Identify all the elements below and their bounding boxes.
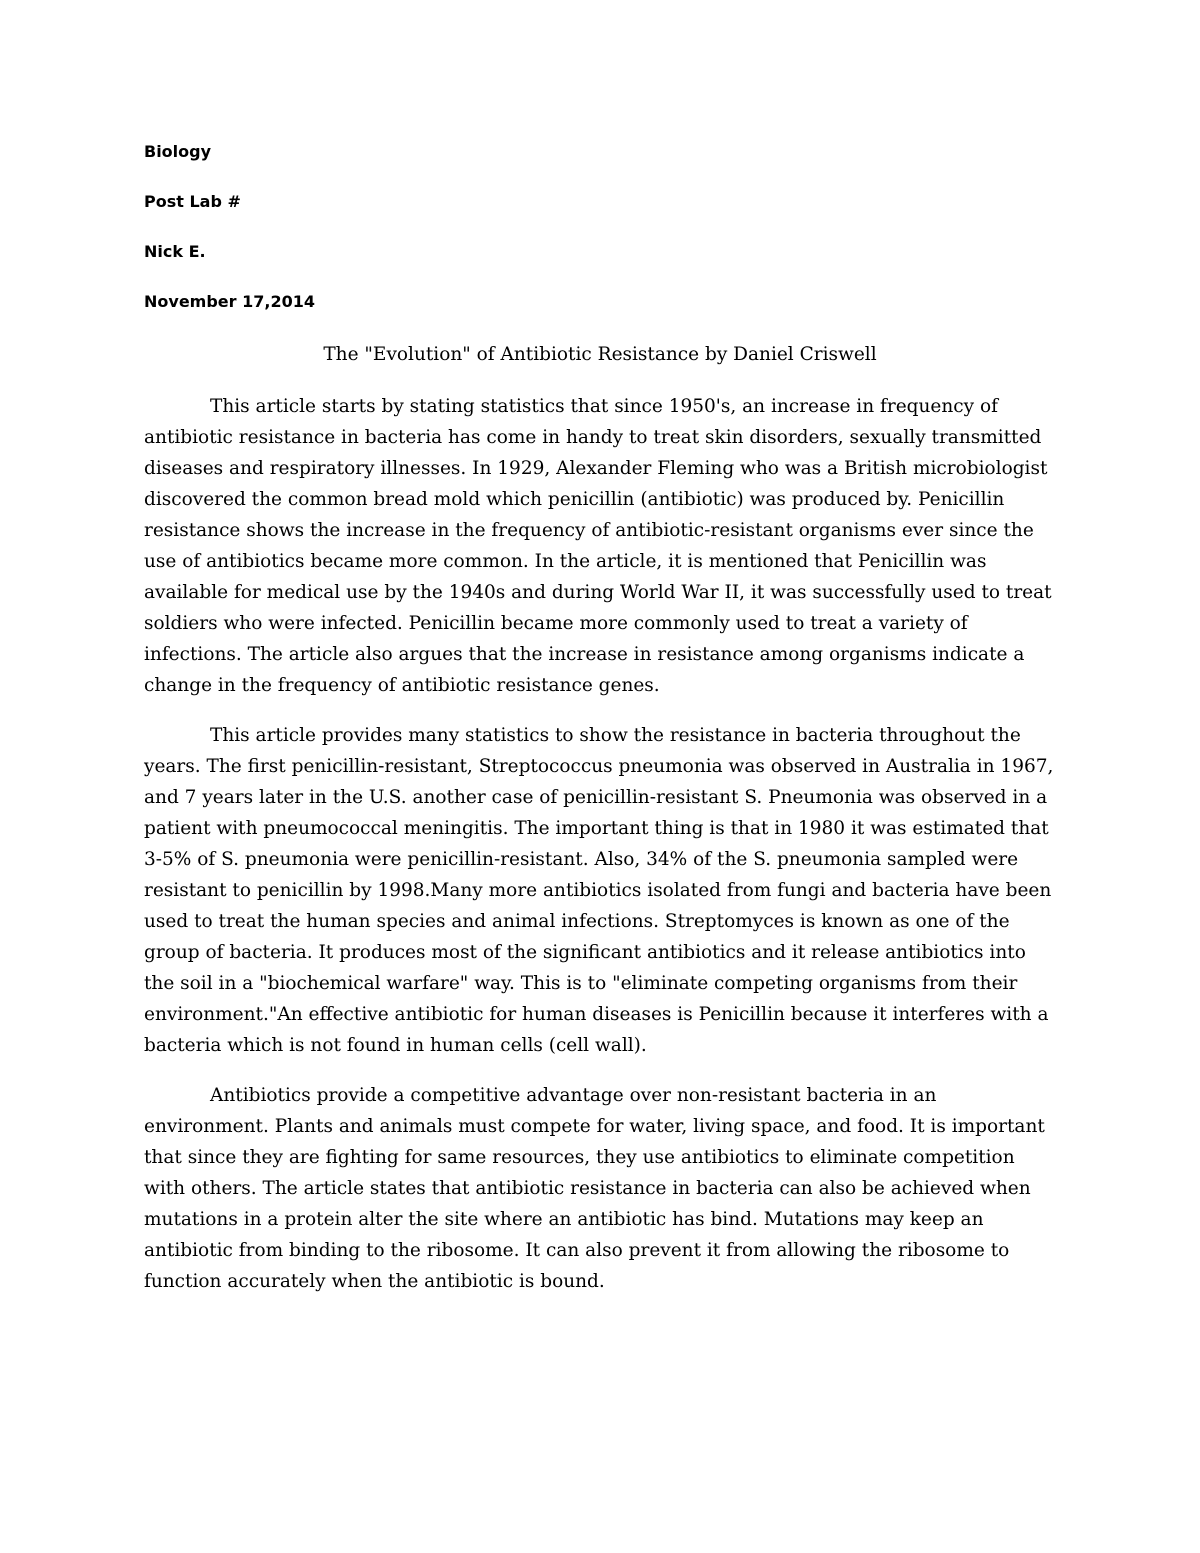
author-line: Nick E.	[144, 242, 206, 261]
document-title: The "Evolution" of Antibiotic Resistance by Daniel Criswell	[323, 344, 877, 365]
document-body	[144, 391, 1056, 1316]
date-line: November 17,2014	[144, 292, 315, 311]
paragraph-3: Antibiotics provide a competitive advantage over non-resistant bacteria in an environment. Plants and animals must compete for water, living space, and food. It is important that since they are fighting for same resources, they use antibiotics to eliminate competition with others. The article states that antibiotic resistance in bacteria can also be achieved when mutations in a protein alter the site where an antibiotic has bind. Mutations may keep an antibiotic from binding to the ribosome. It can also prevent it from allowing the ribosome to function accurately when the antibiotic is bound.	[144, 1085, 1045, 1292]
paragraph-1: This article starts by stating statistics that since 1950's, an increase in frequency of antibiotic resistance in bacteria has come in handy to treat skin disorders, sexually transmitted diseases and respiratory illnesses. In 1929, Alexander Fleming who was a British microbiologist discovered the common bread mold which penicillin (antibiotic) was produced by. Penicillin resistance shows the increase in the frequency of antibiotic-resistant organisms ever since the use of antibiotics became more common. In the article, it is mentioned that Penicillin was available for medical use by the 1940s and during World War II, it was successfully used to treat soldiers who were infected. Penicillin became more commonly used to treat a variety of infections. The article also argues that the increase in resistance among organisms indicate a change in the frequency of antibiotic resistance genes.	[144, 396, 1052, 696]
document-header	[144, 144, 844, 344]
paragraph-2: This article provides many statistics to show the resistance in bacteria throughout the years. The first penicillin-resistant, Streptococcus pneumonia was observed in Australia in 1967, and 7 years later in the U.S. another case of penicillin-resistant S. Pneumonia was observed in a patient with pneumococcal meningitis. The important thing is that in 1980 it was estimated that 3-5% of S. pneumonia were penicillin-resistant. Also, 34% of the S. pneumonia sampled were resistant to penicillin by 1998.Many more antibiotics isolated from fungi and bacteria have been used to treat the human species and animal infections. Streptomyces is known as one of the group of bacteria. It produces most of the significant antibiotics and it release antibiotics into the soil in a "biochemical warfare" way. This is to "eliminate competing organisms from their environment."An effective antibiotic for human diseases is Penicillin because it interferes with a bacteria which is not found in human cells (cell wall).	[144, 725, 1054, 1056]
lab-line: Post Lab #	[144, 192, 241, 211]
subject-line: Biology	[144, 142, 212, 161]
